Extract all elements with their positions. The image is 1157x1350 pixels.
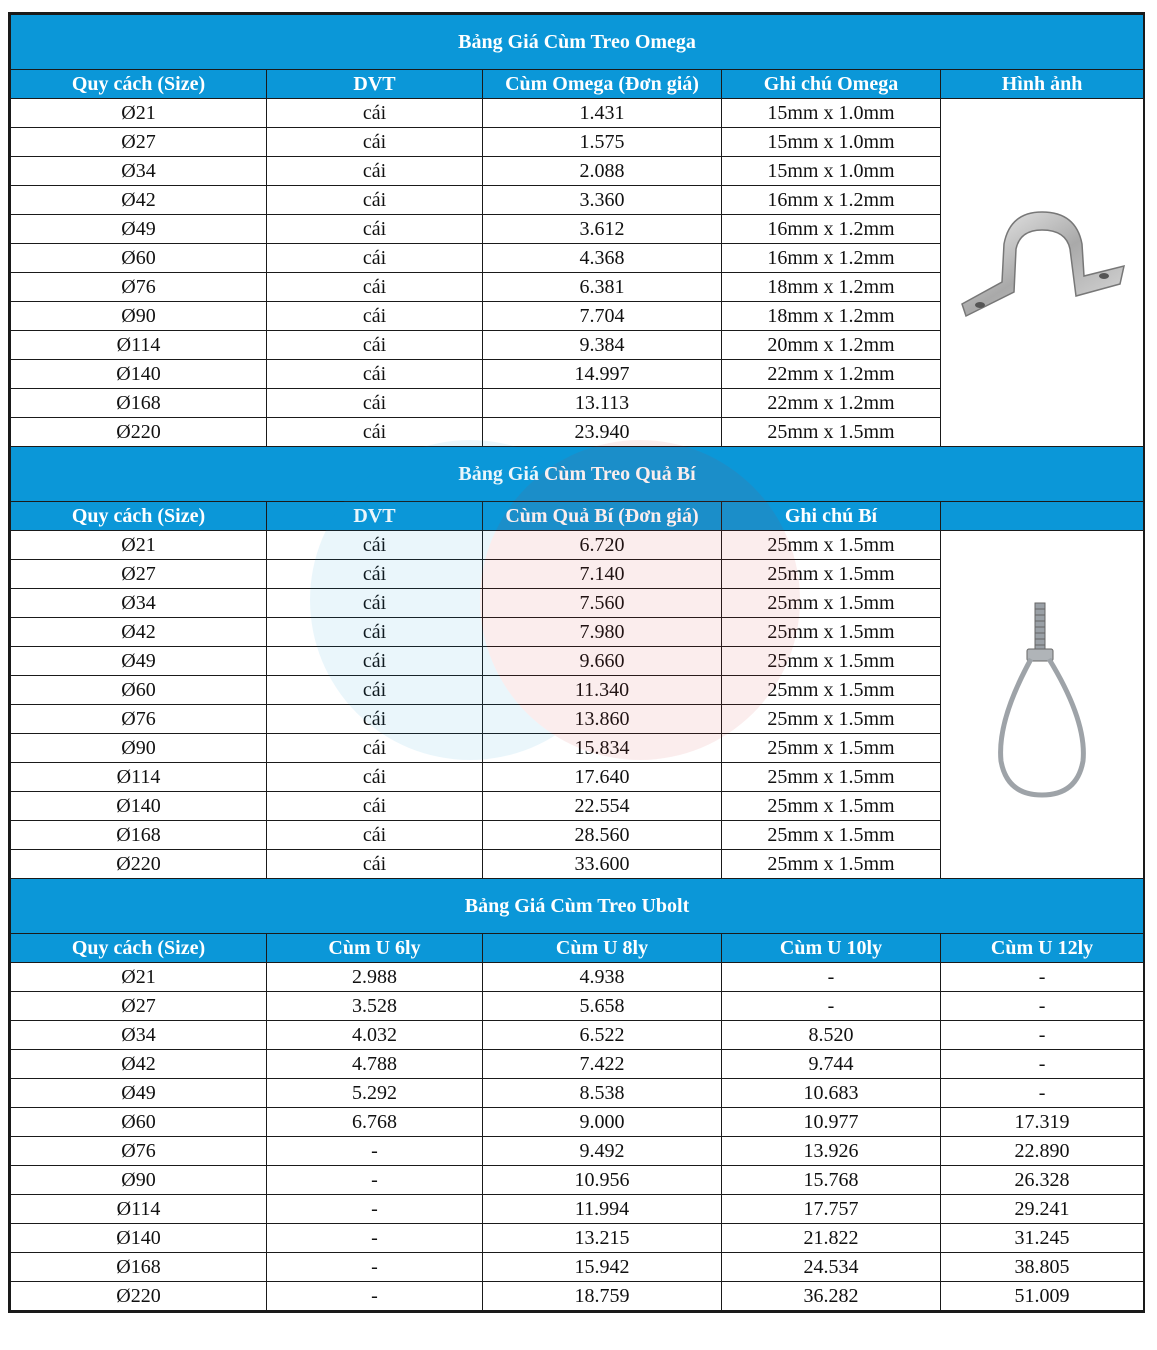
table-cell: Ø168 <box>11 1253 267 1282</box>
table-cell: cái <box>267 186 483 215</box>
table-cell: 5.658 <box>483 992 722 1021</box>
column-header: Cùm U 12ly <box>941 934 1144 963</box>
table-title-row <box>11 879 1144 934</box>
table-cell: Ø90 <box>11 302 267 331</box>
table-row <box>11 992 1144 1021</box>
table-cell: 3.360 <box>483 186 722 215</box>
table-cell: 15mm x 1.0mm <box>722 99 941 128</box>
table-cell: 25mm x 1.5mm <box>722 618 941 647</box>
table-cell: 22mm x 1.2mm <box>722 360 941 389</box>
table-cell: Ø76 <box>11 1137 267 1166</box>
table-cell: 9.384 <box>483 331 722 360</box>
table-cell: - <box>722 963 941 992</box>
table-cell: cái <box>267 734 483 763</box>
column-header: Ghi chú Omega <box>722 70 941 99</box>
table-cell: 14.997 <box>483 360 722 389</box>
table-cell: 38.805 <box>941 1253 1144 1282</box>
table-cell: 25mm x 1.5mm <box>722 734 941 763</box>
table-cell: 25mm x 1.5mm <box>722 647 941 676</box>
column-header-row <box>11 934 1144 963</box>
table-row <box>11 1050 1144 1079</box>
table-cell: 16mm x 1.2mm <box>722 215 941 244</box>
table-cell: cái <box>267 589 483 618</box>
table-cell: 18mm x 1.2mm <box>722 302 941 331</box>
table-cell: 25mm x 1.5mm <box>722 418 941 447</box>
table-cell: cái <box>267 389 483 418</box>
table-cell: Ø34 <box>11 589 267 618</box>
table-cell: 13.215 <box>483 1224 722 1253</box>
table-cell: 28.560 <box>483 821 722 850</box>
product-image <box>941 99 1144 447</box>
table-cell: cái <box>267 792 483 821</box>
table-cell: 25mm x 1.5mm <box>722 589 941 618</box>
table-cell: cái <box>267 647 483 676</box>
table-cell: Ø114 <box>11 1195 267 1224</box>
column-header-row <box>11 502 1144 531</box>
table-title: Bảng Giá Cùm Treo Quả Bí <box>11 447 1144 502</box>
table-cell: Ø60 <box>11 676 267 705</box>
table-cell: Ø34 <box>11 1021 267 1050</box>
table-row <box>11 1282 1144 1311</box>
table-cell: - <box>941 963 1144 992</box>
table-cell: 2.988 <box>267 963 483 992</box>
table-row <box>11 1253 1144 1282</box>
table-cell: 24.534 <box>722 1253 941 1282</box>
table-cell: Ø168 <box>11 821 267 850</box>
table-cell: 15.768 <box>722 1166 941 1195</box>
table-cell: cái <box>267 128 483 157</box>
table-cell: 25mm x 1.5mm <box>722 531 941 560</box>
table-cell: 3.612 <box>483 215 722 244</box>
table-cell: Ø76 <box>11 273 267 302</box>
table-cell: 4.788 <box>267 1050 483 1079</box>
column-header: Quy cách (Size) <box>11 70 267 99</box>
table-cell: 13.860 <box>483 705 722 734</box>
table-row <box>11 99 1144 128</box>
table-cell: 15mm x 1.0mm <box>722 128 941 157</box>
table-cell: cái <box>267 531 483 560</box>
table-row <box>11 1079 1144 1108</box>
table-cell: Ø60 <box>11 1108 267 1137</box>
table-cell: - <box>941 992 1144 1021</box>
table-cell: cái <box>267 560 483 589</box>
table-cell: 6.381 <box>483 273 722 302</box>
table-cell: 2.088 <box>483 157 722 186</box>
table-cell: 5.292 <box>267 1079 483 1108</box>
table-cell: - <box>722 992 941 1021</box>
table-cell: 25mm x 1.5mm <box>722 560 941 589</box>
column-header: Cùm Omega (Đơn giá) <box>483 70 722 99</box>
table-cell: cái <box>267 850 483 879</box>
table-title: Bảng Giá Cùm Treo Ubolt <box>11 879 1144 934</box>
table-cell: 7.980 <box>483 618 722 647</box>
table-cell: 22.890 <box>941 1137 1144 1166</box>
table-cell: cái <box>267 705 483 734</box>
table-cell: cái <box>267 360 483 389</box>
table-cell: 4.938 <box>483 963 722 992</box>
table-cell: 7.704 <box>483 302 722 331</box>
table-cell: 20mm x 1.2mm <box>722 331 941 360</box>
table-cell: cái <box>267 676 483 705</box>
table-cell: Ø90 <box>11 1166 267 1195</box>
table-cell: Ø140 <box>11 792 267 821</box>
table-cell: 3.528 <box>267 992 483 1021</box>
table-cell: 15mm x 1.0mm <box>722 157 941 186</box>
table-cell: 17.757 <box>722 1195 941 1224</box>
table-cell: 9.744 <box>722 1050 941 1079</box>
column-header: DVT <box>267 70 483 99</box>
table-cell: Ø42 <box>11 186 267 215</box>
table-cell: 15.834 <box>483 734 722 763</box>
table-row <box>11 1108 1144 1137</box>
omega-clamp-icon <box>952 317 1132 339</box>
table-cell: Ø27 <box>11 992 267 1021</box>
table-cell: Ø114 <box>11 331 267 360</box>
table-cell: Ø21 <box>11 99 267 128</box>
table-cell: 17.319 <box>941 1108 1144 1137</box>
table-cell: Ø60 <box>11 244 267 273</box>
table-cell: cái <box>267 99 483 128</box>
table-cell: cái <box>267 821 483 850</box>
table-cell: 25mm x 1.5mm <box>722 676 941 705</box>
table-cell: Ø34 <box>11 157 267 186</box>
table-cell: - <box>267 1166 483 1195</box>
table-cell: 7.560 <box>483 589 722 618</box>
table-cell: 17.640 <box>483 763 722 792</box>
table-cell: 1.431 <box>483 99 722 128</box>
table-cell: Ø140 <box>11 360 267 389</box>
price-tables <box>8 12 1145 1313</box>
table-cell: Ø114 <box>11 763 267 792</box>
table-cell: 6.522 <box>483 1021 722 1050</box>
table-cell: 15.942 <box>483 1253 722 1282</box>
table-cell: - <box>941 1079 1144 1108</box>
table-row <box>11 1195 1144 1224</box>
table-cell: 9.492 <box>483 1137 722 1166</box>
table-cell: - <box>941 1021 1144 1050</box>
column-header: Quy cách (Size) <box>11 502 267 531</box>
table-cell: 51.009 <box>941 1282 1144 1311</box>
column-header: Cùm U 8ly <box>483 934 722 963</box>
table-cell: 16mm x 1.2mm <box>722 186 941 215</box>
table-cell: 22mm x 1.2mm <box>722 389 941 418</box>
table-cell: 21.822 <box>722 1224 941 1253</box>
table-cell: Ø21 <box>11 531 267 560</box>
column-header: Cùm U 6ly <box>267 934 483 963</box>
table-cell: 25mm x 1.5mm <box>722 821 941 850</box>
table-cell: 25mm x 1.5mm <box>722 705 941 734</box>
table-cell: 6.720 <box>483 531 722 560</box>
table-cell: Ø76 <box>11 705 267 734</box>
table-cell: Ø21 <box>11 963 267 992</box>
table-cell: 1.575 <box>483 128 722 157</box>
table-cell: 13.113 <box>483 389 722 418</box>
table-cell: Ø42 <box>11 618 267 647</box>
table-cell: 33.600 <box>483 850 722 879</box>
table-cell: 36.282 <box>722 1282 941 1311</box>
table-cell: Ø220 <box>11 850 267 879</box>
table-cell: 23.940 <box>483 418 722 447</box>
table-cell: cái <box>267 244 483 273</box>
table-cell: Ø220 <box>11 1282 267 1311</box>
table-cell: cái <box>267 215 483 244</box>
table-cell: 11.994 <box>483 1195 722 1224</box>
column-header: Ghi chú Bí <box>722 502 941 531</box>
table-cell: 10.683 <box>722 1079 941 1108</box>
table-cell: - <box>267 1195 483 1224</box>
table-cell: - <box>267 1253 483 1282</box>
table-cell: cái <box>267 331 483 360</box>
table-cell: 8.538 <box>483 1079 722 1108</box>
table-cell: cái <box>267 763 483 792</box>
table-cell: Ø168 <box>11 389 267 418</box>
table-row <box>11 1166 1144 1195</box>
table-row <box>11 963 1144 992</box>
table-cell: 8.520 <box>722 1021 941 1050</box>
table-title-row <box>11 15 1144 70</box>
table-title-row <box>11 447 1144 502</box>
table-cell: 18mm x 1.2mm <box>722 273 941 302</box>
table-cell: 25mm x 1.5mm <box>722 850 941 879</box>
table-cell: 25mm x 1.5mm <box>722 792 941 821</box>
table-cell: 7.422 <box>483 1050 722 1079</box>
product-image <box>941 531 1144 879</box>
table-cell: 4.368 <box>483 244 722 273</box>
table-cell: Ø42 <box>11 1050 267 1079</box>
table-cell: cái <box>267 418 483 447</box>
table-cell: Ø49 <box>11 647 267 676</box>
table-row <box>11 1021 1144 1050</box>
table-cell: 22.554 <box>483 792 722 821</box>
table-cell: - <box>267 1137 483 1166</box>
table-cell: 31.245 <box>941 1224 1144 1253</box>
table-cell: 18.759 <box>483 1282 722 1311</box>
table-cell: Ø220 <box>11 418 267 447</box>
table-title: Bảng Giá Cùm Treo Omega <box>11 15 1144 70</box>
table-cell: 9.000 <box>483 1108 722 1137</box>
table-cell: 9.660 <box>483 647 722 676</box>
table-cell: Ø27 <box>11 560 267 589</box>
table-cell: - <box>267 1282 483 1311</box>
price-table <box>10 14 1144 1311</box>
table-cell: cái <box>267 618 483 647</box>
table-cell: 10.977 <box>722 1108 941 1137</box>
table-cell: cái <box>267 302 483 331</box>
column-header: Cùm Quả Bí (Đơn giá) <box>483 502 722 531</box>
table-cell: 13.926 <box>722 1137 941 1166</box>
table-cell: Ø49 <box>11 1079 267 1108</box>
table-cell: 26.328 <box>941 1166 1144 1195</box>
table-cell: 6.768 <box>267 1108 483 1137</box>
column-header <box>941 502 1144 531</box>
table-cell: 16mm x 1.2mm <box>722 244 941 273</box>
pear-hanger-clamp-icon <box>987 784 1097 806</box>
table-cell: cái <box>267 157 483 186</box>
column-header: DVT <box>267 502 483 531</box>
table-cell: Ø90 <box>11 734 267 763</box>
column-header: Hình ảnh <box>941 70 1144 99</box>
table-cell: 29.241 <box>941 1195 1144 1224</box>
table-cell: Ø49 <box>11 215 267 244</box>
table-row <box>11 1137 1144 1166</box>
table-cell: - <box>941 1050 1144 1079</box>
table-cell: - <box>267 1224 483 1253</box>
column-header: Quy cách (Size) <box>11 934 267 963</box>
column-header: Cùm U 10ly <box>722 934 941 963</box>
table-cell: Ø27 <box>11 128 267 157</box>
table-cell: 25mm x 1.5mm <box>722 763 941 792</box>
table-row <box>11 1224 1144 1253</box>
table-cell: 10.956 <box>483 1166 722 1195</box>
table-cell: cái <box>267 273 483 302</box>
table-cell: 4.032 <box>267 1021 483 1050</box>
table-cell: Ø140 <box>11 1224 267 1253</box>
table-cell: 11.340 <box>483 676 722 705</box>
table-cell: 7.140 <box>483 560 722 589</box>
table-row <box>11 531 1144 560</box>
column-header-row <box>11 70 1144 99</box>
